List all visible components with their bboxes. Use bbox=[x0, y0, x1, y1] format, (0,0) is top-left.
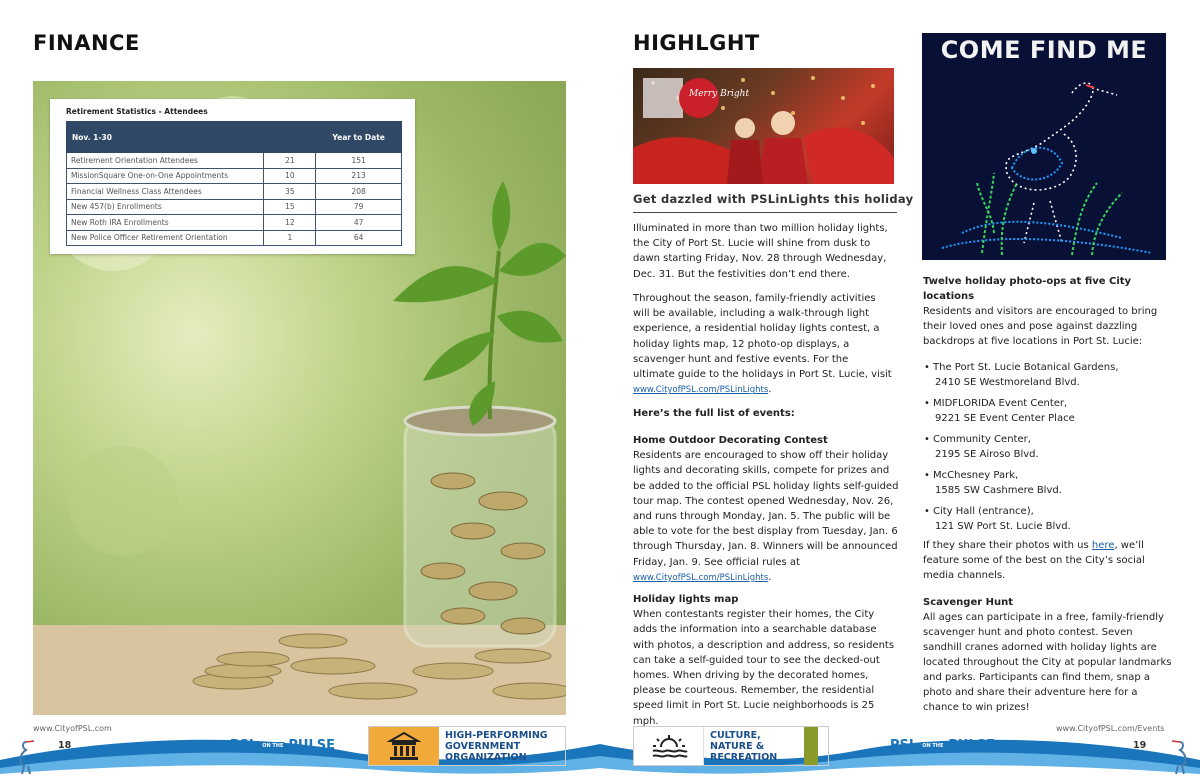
row-ytd: 79 bbox=[316, 199, 402, 215]
left-site-url[interactable]: www.CityofPSL.com bbox=[33, 724, 112, 733]
row-label: Retirement Orientation Attendees bbox=[67, 153, 264, 169]
culture-badge-accent bbox=[804, 727, 818, 765]
location-address: 2195 SE Airoso Blvd. bbox=[935, 449, 1039, 460]
row-month: 15 bbox=[264, 199, 316, 215]
location-name: Community Center, bbox=[933, 434, 1031, 445]
share-here-link[interactable]: here bbox=[1091, 540, 1115, 551]
contest-text: Residents are encouraged to show off their holiday lights and decorating skills, compete for prizes and be added to the official PSL holiday lights self-guided tour map. The contest opened Wednesday, Nov. 26, and runs through Monday, Jan. 5. The public will be able to vote for the best display from Tuesday, Jan. 6 through Thursday, Jan. 8. Winners will be announced Friday, Jan. 9. See official rules at bbox=[633, 450, 899, 568]
scavenger-hunt-section bbox=[923, 595, 1173, 715]
table-row bbox=[67, 215, 402, 231]
map-section bbox=[633, 592, 899, 729]
share-post: , we’ll feature some of the best on the City’s social media channels. bbox=[923, 540, 1145, 581]
contest-section bbox=[633, 433, 899, 586]
table-row bbox=[67, 184, 402, 200]
table-row bbox=[67, 168, 402, 184]
logo-tag: ON THE bbox=[922, 742, 944, 749]
crane-icon bbox=[6, 738, 46, 776]
row-month: 35 bbox=[264, 184, 316, 200]
article-subhead: Get dazzled with PSLinLights this holiday bbox=[633, 192, 914, 206]
location-address: 2410 SE Westmoreland Blvd. bbox=[935, 377, 1080, 388]
row-month: 1 bbox=[264, 230, 316, 246]
right-site-url[interactable]: www.CityofPSL.com/Events bbox=[1056, 724, 1165, 733]
highlight-title bbox=[633, 31, 760, 55]
retirement-stats-card bbox=[50, 99, 415, 254]
row-label: New Police Officer Retirement Orientation bbox=[67, 230, 264, 246]
header-month bbox=[264, 122, 316, 153]
logo-pulse: PULSE bbox=[288, 738, 335, 753]
come-find-me-image bbox=[922, 33, 1166, 260]
government-building-icon bbox=[369, 727, 439, 765]
hpgo-badge-label: HIGH-PERFORMING GOVERNMENT ORGANIZATION bbox=[445, 729, 548, 763]
subhead-divider bbox=[633, 212, 897, 213]
come-find-me-title: COME FIND ME bbox=[940, 36, 1148, 64]
finance-title: FINANCE bbox=[33, 31, 140, 55]
share-pre: If they share their photos with us bbox=[923, 540, 1092, 551]
culture-badge-label: CULTURE, NATURE & RECREATION bbox=[710, 729, 778, 763]
logo-psl: PSL bbox=[230, 738, 258, 753]
events-heading: Here’s the full list of events: bbox=[633, 408, 795, 419]
right-page-number: 19 bbox=[1133, 740, 1147, 751]
retirement-stats-table bbox=[66, 121, 402, 246]
row-label: Financial Wellness Class Attendees bbox=[67, 184, 264, 200]
list-item bbox=[923, 432, 1173, 462]
photo-ops-text: Residents and visitors are encouraged to bring their loved ones and pose against dazzling backdrops at five locations in Port St. Lucie: bbox=[923, 306, 1158, 347]
highlight-title-b: GHT bbox=[709, 31, 760, 55]
table-row bbox=[67, 230, 402, 246]
season-end: . bbox=[768, 384, 772, 396]
psl-pulse-logo-right bbox=[890, 738, 995, 753]
location-name: MIDFLORIDA Event Center, bbox=[933, 398, 1068, 409]
row-month: 10 bbox=[264, 168, 316, 184]
logo-psl: PSL bbox=[890, 738, 918, 753]
intro-text: Illuminated in more than two million holiday lights, the City of Port St. Lucie will shine from dusk to dawn starting Friday, Nov. 28 through Wednesday, Dec. 31. But the festivities don’t end there. bbox=[633, 223, 888, 280]
santa-holiday-photo bbox=[633, 68, 894, 184]
pslinlights-link-1[interactable]: www.CityofPSL.com/PSLinLights bbox=[633, 385, 769, 396]
location-address: 1585 SW Cashmere Blvd. bbox=[935, 485, 1062, 496]
stats-title: Retirement Statistics - Attendees bbox=[66, 107, 208, 116]
locations-list-wrap bbox=[923, 360, 1173, 540]
season-text: Throughout the season, family-friendly activities will be available, including a walk-through light experience, a residential holiday lights contest, a holiday lights map, 12 photo-op displays, a scavenger hunt and festive events. For the ultimate guide to the holidays in Port St. Lucie, visit bbox=[633, 293, 892, 381]
highlight-title-a: HIGHL bbox=[633, 31, 710, 55]
row-label: New Roth IRA Enrollments bbox=[67, 215, 264, 231]
list-item bbox=[923, 396, 1173, 426]
list-item bbox=[923, 504, 1173, 534]
hunt-heading: Scavenger Hunt bbox=[923, 597, 1014, 608]
table-row bbox=[67, 199, 402, 215]
list-item bbox=[923, 360, 1173, 390]
table-row bbox=[67, 153, 402, 169]
row-label: MissionSquare One-on-One Appointments bbox=[67, 168, 264, 184]
header-ytd: Year to Date bbox=[316, 122, 402, 153]
map-heading: Holiday lights map bbox=[633, 594, 739, 605]
contest-heading: Home Outdoor Decorating Contest bbox=[633, 435, 828, 446]
location-address: 9221 SE Event Center Place bbox=[935, 413, 1075, 424]
locations-list bbox=[923, 360, 1173, 534]
map-text: When contestants register their homes, the City adds the information into a searchable database with photos, a description and address, so residents can take a self-guided tour to see the decked-out homes. When driving by the decorated homes, please be courteous. Remember, the residential speed limit in Port St. Lucie neighborhoods is 25 mph. bbox=[633, 609, 895, 727]
photo-sign-text: Merry Bright bbox=[689, 89, 750, 99]
row-label: New 457(b) Enrollments bbox=[67, 199, 264, 215]
photo-ops-heading: Twelve holiday photo-ops at five City locations bbox=[923, 276, 1132, 302]
list-item bbox=[923, 468, 1173, 498]
row-ytd: 213 bbox=[316, 168, 402, 184]
share-paragraph bbox=[923, 538, 1173, 583]
location-name: City Hall (entrance), bbox=[933, 506, 1034, 517]
pslinlights-link-2[interactable]: www.CityofPSL.com/PSLinLights bbox=[633, 572, 769, 583]
photo-ops-section bbox=[923, 274, 1173, 349]
psl-pulse-logo-left bbox=[230, 738, 335, 753]
hunt-text: All ages can participate in a free, family-friendly scavenger hunt and photo contest. Seven sandhill cranes adorned with holiday lights are located throughout the City at popular landmarks and parks. Participants can find them, snap a photo and share their adventure here for a chance to win prizes! bbox=[923, 612, 1172, 713]
table-header-row bbox=[67, 122, 402, 153]
season-paragraph bbox=[633, 291, 893, 398]
row-ytd: 47 bbox=[316, 215, 402, 231]
row-month: 12 bbox=[264, 215, 316, 231]
culture-badge bbox=[633, 726, 829, 766]
intro-paragraph bbox=[633, 221, 899, 282]
row-ytd: 64 bbox=[316, 230, 402, 246]
location-name: McChesney Park, bbox=[933, 470, 1019, 481]
crane-icon bbox=[1160, 738, 1200, 776]
location-address: 121 SW Port St. Lucie Blvd. bbox=[935, 521, 1071, 532]
hpgo-badge bbox=[368, 726, 566, 766]
row-ytd: 208 bbox=[316, 184, 402, 200]
row-ytd: 151 bbox=[316, 153, 402, 169]
contest-end: . bbox=[768, 571, 772, 583]
location-name: The Port St. Lucie Botanical Gardens, bbox=[933, 362, 1119, 373]
sunset-waves-icon bbox=[634, 727, 704, 765]
header-period: Nov. 1-30 bbox=[67, 122, 264, 153]
logo-pulse: PULSE bbox=[948, 738, 995, 753]
logo-tag: ON THE bbox=[262, 742, 284, 749]
row-month: 21 bbox=[264, 153, 316, 169]
left-page-number: 18 bbox=[58, 740, 72, 751]
